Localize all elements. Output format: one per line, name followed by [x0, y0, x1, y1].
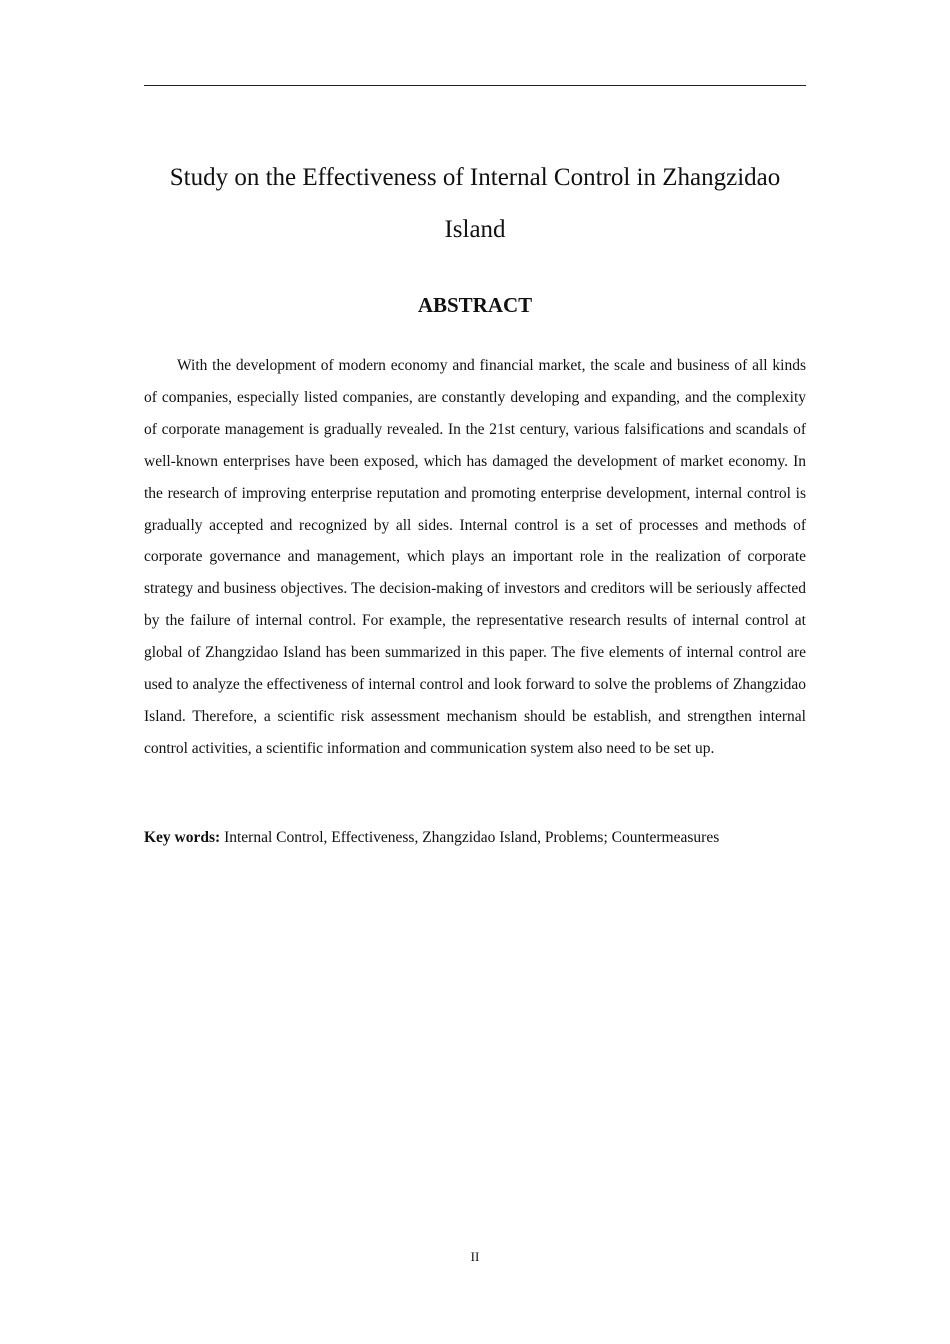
abstract-body: With the development of modern economy and financial market, the scale and business of all kinds of companies, especially listed companies, are constantly developing and expanding, and the complexity of corporate management is gradually revealed. In the 21st century, various falsifications and scandals of well-known enterprises have been exposed, which has damaged the development of market economy. In the research of improving enterprise reputation and promoting enterprise development, internal control is gradually accepted and recognized by all sides. Internal control is a set of processes and methods of corporate governance and management, which plays an important role in the realization of corporate strategy and business objectives. The decision-making of investors and creditors will be seriously affected by the failure of internal control. For example, the representative research results of internal control at global of Zhangzidao Island has been summarized in this paper. The five elements of internal control are used to analyze the effectiveness of internal control and look forward to solve the problems of Zhangzidao Island. Therefore, a scientific risk assessment mechanism should be establish, and strengthen internal control activities, a scientific information and communication system also need to be set up.: [144, 357, 806, 757]
abstract-heading: ABSTRACT: [417, 293, 533, 317]
page-number: II: [470, 1249, 480, 1264]
keywords-line: [144, 825, 806, 851]
keywords-text: Internal Control, Effectiveness, Zhangzidao Island, Problems; Countermeasures: [220, 829, 720, 846]
paper-title: Study on the Effectiveness of Internal Control in Zhangzidao Island: [169, 164, 781, 243]
header-rule: [144, 85, 806, 86]
keywords-label: Key words:: [144, 829, 221, 846]
